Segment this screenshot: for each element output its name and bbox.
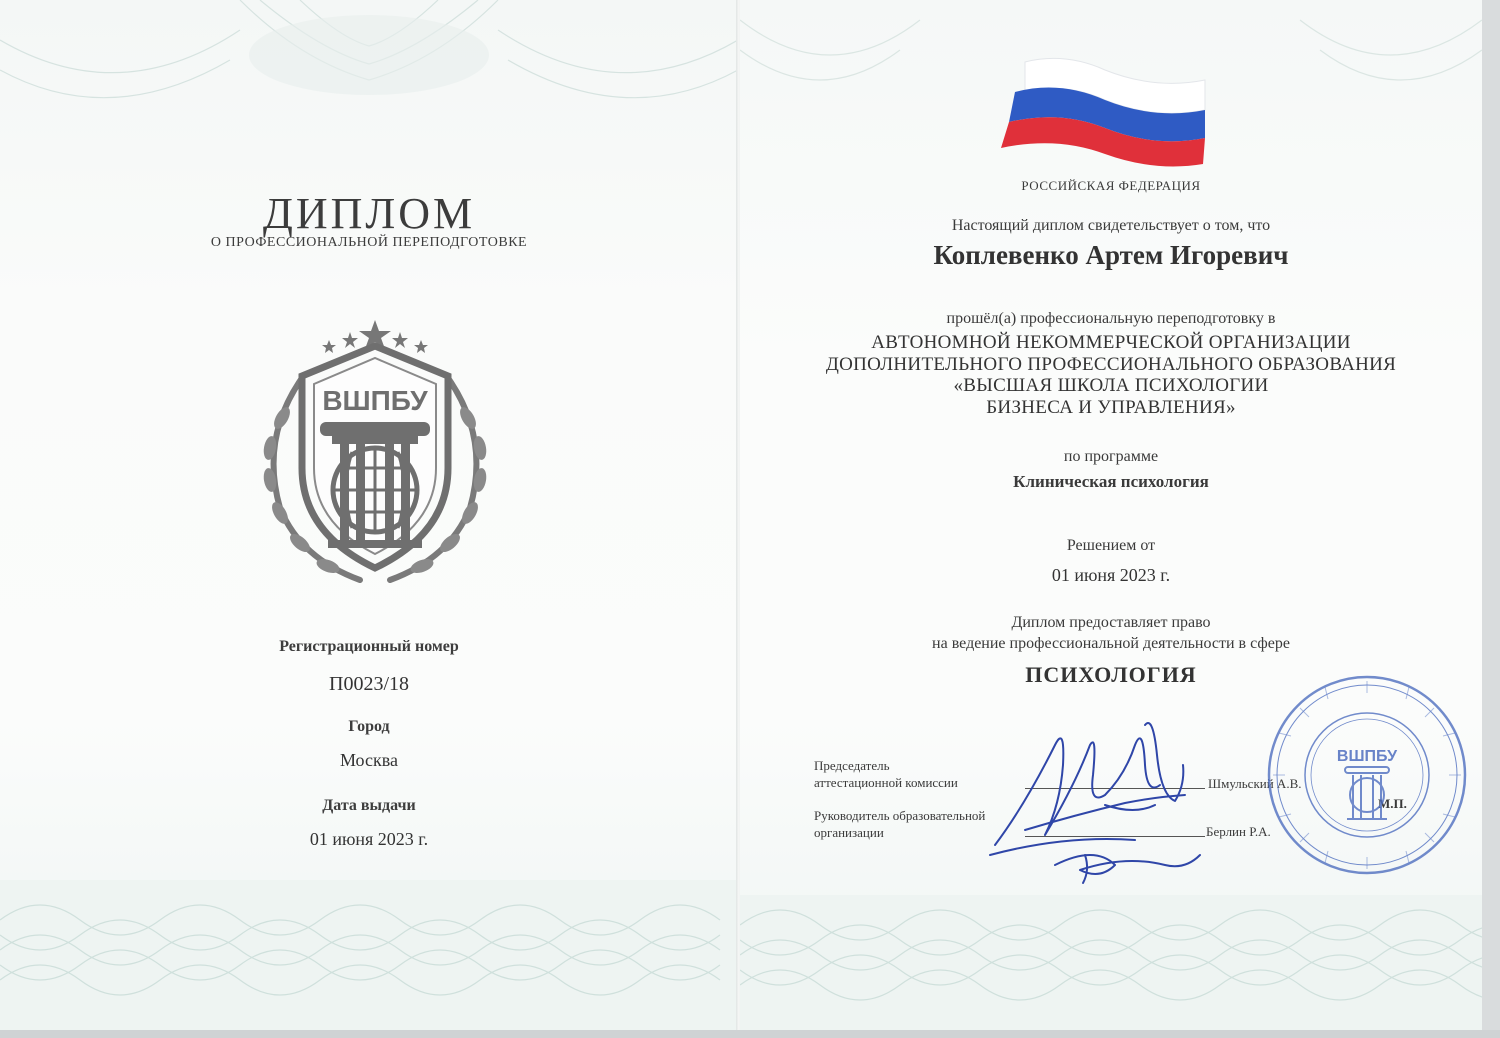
rights-text-2: на ведение профессиональной деятельности в сфере [932,635,1290,652]
intro-text: Настоящий диплом свидетельствует о том, что [951,217,1271,234]
city-label: Город [348,718,390,735]
graduate-name: Коплевенко Артем Игоревич [933,240,1289,270]
top-ornament-pattern [0,0,738,130]
chair-label-2: аттестационной комиссии [814,775,958,790]
program-name: Клиническая психология [1013,472,1209,491]
official-stamp [1265,673,1470,878]
passed-text: прошёл(а) профессиональную переподготовку в [946,310,1276,327]
decision-date: 01 июня 2023 г. [1051,565,1171,585]
bottom-ornament-pattern-right [740,895,1482,1030]
diploma-content-page [740,0,1482,1030]
issue-date-value: 01 июня 2023 г. [309,829,429,849]
registration-number-label: Регистрационный номер [279,638,459,655]
russian-flag-emblem [995,52,1215,172]
svg-text:ВШПБУ: ВШПБУ [1336,748,1398,765]
mp-mark: М.П. [1378,796,1407,811]
organization-line-3: «ВЫСШАЯ ШКОЛА ПСИХОЛОГИИ [953,375,1269,396]
svg-text:ВШПБУ: ВШПБУ [322,385,428,416]
scan-edge-right [1482,0,1500,1038]
decision-label: Решением от [1066,537,1156,554]
program-label: по программе [1063,448,1159,465]
head-label-1: Руководитель образовательной [814,808,986,823]
organization-line-1: АВТОНОМНОЙ НЕКОММЕРЧЕСКОЙ ОРГАНИЗАЦИИ [871,332,1351,353]
diploma-title: ДИПЛОМ [262,189,476,238]
diploma-cover-page [0,0,738,1030]
field-of-practice: ПСИХОЛОГИЯ [1025,662,1197,687]
country-label: РОССИЙСКАЯ ФЕДЕРАЦИЯ [1021,178,1201,193]
city-value: Москва [340,750,398,770]
scan-edge-bottom [0,1030,1500,1038]
head-label-2: организации [814,825,884,840]
registration-number-value: П0023/18 [329,673,409,695]
vshpbu-logo [240,318,510,593]
bottom-ornament-pattern [0,880,738,1030]
organization-line-4: БИЗНЕСА И УПРАВЛЕНИЯ» [986,397,1236,418]
rights-text-1: Диплом предоставляет право [1011,614,1211,631]
signatures [985,705,1215,890]
diploma-subtitle: О ПРОФЕССИОНАЛЬНОЙ ПЕРЕПОДГОТОВКЕ [210,235,528,250]
head-name: Берлин Р.А. [1206,824,1271,839]
chair-name: Шмульский А.В. [1208,776,1302,791]
issue-date-label: Дата выдачи [322,797,416,814]
organization-line-2: ДОПОЛНИТЕЛЬНОГО ПРОФЕССИОНАЛЬНОГО ОБРАЗОВАНИЯ [825,354,1397,375]
chair-label-1: Председатель [814,758,890,773]
